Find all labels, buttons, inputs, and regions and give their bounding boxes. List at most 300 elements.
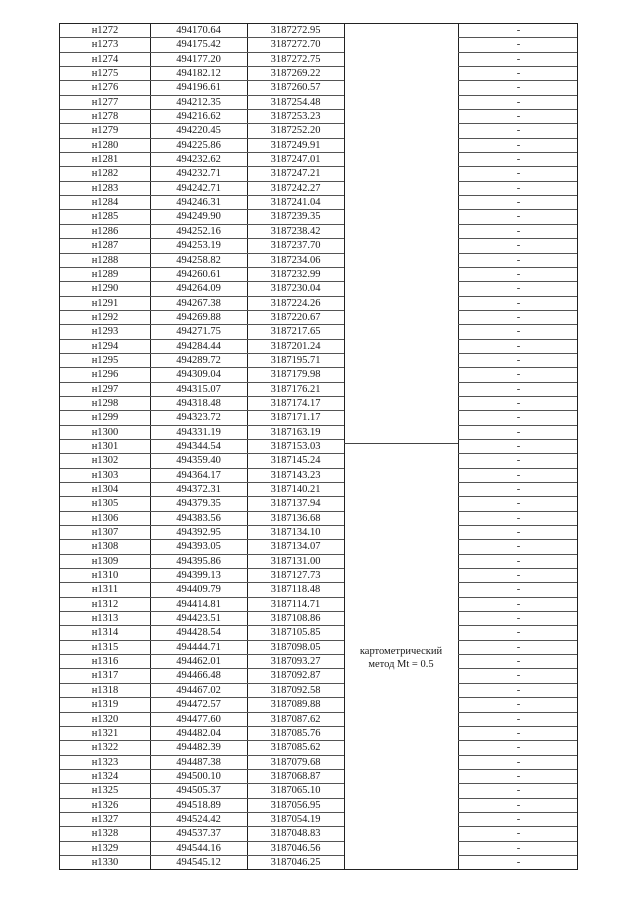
x-coordinate-cell: 494269.88: [176, 311, 221, 323]
x-coordinate-cell: 494246.31: [176, 197, 221, 209]
y-coordinate-cell: 3187174.17: [270, 397, 321, 409]
x-coordinate-cell: 494175.42: [176, 39, 221, 51]
y-coordinate-cell: 3187046.25: [270, 856, 321, 868]
point-name-cell: н1320: [91, 713, 119, 725]
y-coordinate-cell: 3187056.95: [270, 799, 321, 811]
y-coordinate-cell: 3187054.19: [270, 813, 321, 825]
value-cell: -: [516, 842, 521, 854]
point-name-cell: н1328: [91, 828, 119, 840]
value-cell: -: [516, 326, 521, 338]
x-coordinate-cell: 494500.10: [176, 770, 221, 782]
value-cell: -: [516, 598, 521, 610]
y-coordinate-cell: 3187137.94: [270, 498, 321, 510]
table-row: [60, 713, 577, 727]
point-name-cell: н1287: [91, 240, 119, 252]
table-row: [60, 684, 577, 698]
table-row: [60, 368, 577, 382]
point-name-cell: н1306: [91, 512, 119, 524]
table-row: [60, 124, 577, 138]
y-coordinate-cell: 3187131.00: [270, 555, 321, 567]
table-row: [60, 354, 577, 368]
x-coordinate-cell: 494392.95: [176, 527, 221, 539]
y-coordinate-cell: 3187269.22: [270, 68, 321, 80]
point-name-cell: н1292: [91, 311, 119, 323]
value-cell: -: [516, 254, 521, 266]
table-row: [60, 512, 577, 526]
y-coordinate-cell: 3187249.91: [270, 139, 321, 151]
table-row: [60, 67, 577, 81]
value-cell: -: [516, 154, 521, 166]
point-name-cell: н1280: [91, 139, 119, 151]
table-row: [60, 96, 577, 110]
point-name-cell: н1309: [91, 555, 119, 567]
point-name-cell: н1285: [91, 211, 119, 223]
value-cell: -: [516, 397, 521, 409]
table-row: [60, 340, 577, 354]
point-name-cell: н1299: [91, 412, 119, 424]
value-cell: -: [516, 484, 521, 495]
point-name-cell: н1326: [91, 799, 119, 811]
value-cell: -: [516, 96, 521, 108]
y-coordinate-cell: 3187140.21: [270, 484, 321, 495]
x-coordinate-cell: 494267.38: [176, 297, 221, 309]
table-row: [60, 81, 577, 95]
table-row: [60, 24, 577, 38]
table-row: [60, 612, 577, 626]
y-coordinate-cell: 3187237.70: [270, 240, 321, 252]
table-row: [60, 583, 577, 597]
y-coordinate-cell: 3187195.71: [270, 354, 321, 366]
x-coordinate-cell: 494216.62: [176, 111, 221, 123]
point-name-cell: н1290: [91, 283, 119, 295]
point-name-cell: н1300: [91, 426, 119, 438]
value-cell: -: [516, 813, 521, 825]
value-cell: -: [516, 426, 521, 438]
table-row: [60, 626, 577, 640]
table-row: [60, 239, 577, 253]
table-row: [60, 210, 577, 224]
point-name-cell: н1297: [91, 383, 119, 395]
y-coordinate-cell: 3187230.04: [270, 283, 321, 295]
value-cell: -: [516, 111, 521, 123]
y-coordinate-cell: 3187179.98: [270, 369, 321, 381]
x-coordinate-cell: 494518.89: [176, 799, 221, 811]
table-row: [60, 469, 577, 483]
y-coordinate-cell: 3187143.23: [270, 469, 321, 481]
value-cell: -: [516, 139, 521, 151]
table-row: [60, 497, 577, 511]
y-coordinate-cell: 3187247.21: [270, 168, 321, 180]
value-cell: -: [516, 584, 521, 596]
y-coordinate-cell: 3187234.06: [270, 254, 321, 266]
table-row: [60, 784, 577, 798]
y-coordinate-cell: 3187272.75: [270, 53, 321, 65]
value-cell: -: [516, 340, 521, 352]
y-coordinate-cell: 3187254.48: [270, 96, 321, 108]
point-name-cell: н1325: [91, 785, 119, 797]
x-coordinate-cell: 494537.37: [176, 828, 221, 840]
method-line-2: метод Mt = 0.5: [368, 659, 434, 670]
x-coordinate-cell: 494212.35: [176, 96, 221, 108]
value-cell: -: [516, 168, 521, 180]
point-name-cell: н1312: [91, 598, 119, 610]
x-coordinate-cell: 494177.20: [176, 53, 221, 65]
x-coordinate-cell: 494253.19: [176, 240, 221, 252]
y-coordinate-cell: 3187046.56: [270, 842, 321, 854]
value-cell: -: [516, 39, 521, 51]
y-coordinate-cell: 3187260.57: [270, 82, 321, 94]
point-name-cell: н1291: [91, 297, 119, 309]
y-coordinate-cell: 3187171.17: [270, 412, 321, 424]
value-cell: -: [516, 727, 521, 739]
x-coordinate-cell: 494423.51: [176, 613, 221, 625]
table-row: [60, 282, 577, 296]
value-cell: -: [516, 785, 521, 797]
x-coordinate-cell: 494318.48: [176, 397, 221, 409]
point-name-cell: н1295: [91, 354, 119, 366]
x-coordinate-cell: 494359.40: [176, 455, 221, 467]
table-row: [60, 641, 577, 655]
table-row: [60, 856, 577, 870]
table-row: [60, 569, 577, 583]
table-row: [60, 799, 577, 813]
point-name-cell: н1324: [91, 770, 119, 782]
x-coordinate-cell: 494472.57: [176, 699, 221, 711]
value-cell: -: [516, 828, 521, 840]
y-coordinate-cell: 3187085.76: [270, 727, 321, 739]
value-cell: -: [516, 240, 521, 252]
point-name-cell: н1316: [91, 656, 119, 668]
y-coordinate-cell: 3187217.65: [270, 326, 321, 338]
y-coordinate-cell: 3187085.62: [270, 742, 321, 754]
value-cell: -: [516, 25, 521, 36]
y-coordinate-cell: 3187153.03: [270, 440, 321, 452]
y-coordinate-cell: 3187048.83: [270, 828, 321, 840]
point-name-cell: н1305: [91, 498, 119, 510]
method-line-1: картометрический: [359, 646, 443, 657]
y-coordinate-cell: 3187242.27: [270, 182, 321, 194]
point-name-cell: н1284: [91, 197, 119, 209]
point-name-cell: н1321: [91, 727, 119, 739]
x-coordinate-cell: 494393.05: [176, 541, 221, 553]
y-coordinate-cell: 3187145.24: [270, 455, 321, 467]
point-name-cell: н1289: [91, 268, 119, 280]
x-coordinate-cell: 494482.04: [176, 727, 221, 739]
point-name-cell: н1281: [91, 154, 119, 166]
table-body: [60, 24, 577, 870]
value-cell: -: [516, 699, 521, 711]
table-row: [60, 411, 577, 425]
y-coordinate-cell: 3187065.10: [270, 785, 321, 797]
point-name-cell: н1302: [91, 455, 119, 467]
table-row: [60, 741, 577, 755]
point-name-cell: н1283: [91, 182, 119, 194]
table-row: [60, 727, 577, 741]
value-cell: -: [516, 555, 521, 567]
table-row: [60, 555, 577, 569]
x-coordinate-cell: 494232.62: [176, 154, 221, 166]
table-row: [60, 268, 577, 282]
value-cell: -: [516, 799, 521, 811]
x-coordinate-cell: 494220.45: [176, 125, 221, 137]
point-name-cell: н1310: [91, 570, 119, 582]
table-row: [60, 440, 577, 454]
table-row: [60, 297, 577, 311]
value-cell: -: [516, 713, 521, 725]
value-cell: -: [516, 512, 521, 524]
x-coordinate-cell: 494232.71: [176, 168, 221, 180]
y-coordinate-cell: 3187252.20: [270, 125, 321, 137]
point-name-cell: н1279: [91, 125, 119, 137]
value-cell: -: [516, 297, 521, 309]
point-name-cell: н1303: [91, 469, 119, 481]
y-coordinate-cell: 3187089.88: [270, 699, 321, 711]
x-coordinate-cell: 494364.17: [176, 469, 221, 481]
y-coordinate-cell: 3187079.68: [270, 756, 321, 768]
x-coordinate-cell: 494284.44: [176, 340, 221, 352]
value-cell: -: [516, 383, 521, 395]
y-coordinate-cell: 3187247.01: [270, 154, 321, 166]
value-cell: -: [516, 125, 521, 137]
point-name-cell: н1323: [91, 756, 119, 768]
x-coordinate-cell: 494379.35: [176, 498, 221, 510]
value-cell: -: [516, 68, 521, 80]
x-coordinate-cell: 494395.86: [176, 555, 221, 567]
x-coordinate-cell: 494315.07: [176, 383, 221, 395]
x-coordinate-cell: 494225.86: [176, 139, 221, 151]
x-coordinate-cell: 494544.16: [176, 842, 221, 854]
table-row: [60, 325, 577, 339]
table-row: [60, 669, 577, 683]
y-coordinate-cell: 3187093.27: [270, 656, 321, 668]
value-cell: -: [516, 354, 521, 366]
y-coordinate-cell: 3187176.21: [270, 383, 321, 395]
point-name-cell: н1322: [91, 742, 119, 754]
y-coordinate-cell: 3187114.71: [270, 598, 321, 610]
x-coordinate-cell: 494477.60: [176, 713, 221, 725]
x-coordinate-cell: 494260.61: [176, 268, 221, 280]
value-cell: -: [516, 742, 521, 754]
point-name-cell: н1288: [91, 254, 119, 266]
y-coordinate-cell: 3187272.70: [270, 39, 321, 51]
point-name-cell: н1317: [91, 670, 119, 682]
value-cell: -: [516, 82, 521, 94]
y-coordinate-cell: 3187232.99: [270, 268, 321, 280]
point-name-cell: н1314: [91, 627, 119, 639]
x-coordinate-cell: 494462.01: [176, 656, 221, 668]
table-row: [60, 526, 577, 540]
table-row: [60, 756, 577, 770]
table-row: [60, 827, 577, 841]
value-cell: -: [516, 211, 521, 223]
y-coordinate-cell: 3187241.04: [270, 197, 321, 209]
x-coordinate-cell: 494170.64: [176, 25, 221, 36]
table-row: [60, 483, 577, 497]
y-coordinate-cell: 3187105.85: [270, 627, 321, 639]
table-row: [60, 167, 577, 181]
value-cell: -: [516, 283, 521, 295]
y-coordinate-cell: 3187092.58: [270, 684, 321, 696]
y-coordinate-cell: 3187220.67: [270, 311, 321, 323]
table-row: [60, 842, 577, 856]
value-cell: -: [516, 856, 521, 868]
table-row: [60, 598, 577, 612]
value-cell: -: [516, 455, 521, 467]
y-coordinate-cell: 3187108.86: [270, 613, 321, 625]
x-coordinate-cell: 494242.71: [176, 182, 221, 194]
value-cell: -: [516, 369, 521, 381]
x-coordinate-cell: 494182.12: [176, 68, 221, 80]
point-name-cell: н1315: [91, 641, 119, 653]
value-cell: -: [516, 541, 521, 553]
x-coordinate-cell: 494249.90: [176, 211, 221, 223]
point-name-cell: н1293: [91, 326, 119, 338]
point-name-cell: н1276: [91, 82, 119, 94]
point-name-cell: н1308: [91, 541, 119, 553]
y-coordinate-cell: 3187068.87: [270, 770, 321, 782]
x-coordinate-cell: 494428.54: [176, 627, 221, 639]
point-name-cell: н1330: [91, 856, 119, 868]
table-row: [60, 254, 577, 268]
point-name-cell: н1286: [91, 225, 119, 237]
point-name-cell: н1296: [91, 369, 119, 381]
point-name-cell: н1274: [91, 53, 119, 65]
value-cell: -: [516, 613, 521, 625]
point-name-cell: н1319: [91, 699, 119, 711]
x-coordinate-cell: 494487.38: [176, 756, 221, 768]
value-cell: -: [516, 498, 521, 510]
table-row: [60, 196, 577, 210]
point-name-cell: н1282: [91, 168, 119, 180]
y-coordinate-cell: 3187163.19: [270, 426, 321, 438]
x-coordinate-cell: 494309.04: [176, 369, 221, 381]
table-row: [60, 770, 577, 784]
table-row: [60, 225, 577, 239]
value-cell: -: [516, 311, 521, 323]
x-coordinate-cell: 494467.02: [176, 684, 221, 696]
value-cell: -: [516, 225, 521, 237]
point-name-cell: н1318: [91, 684, 119, 696]
value-cell: -: [516, 440, 521, 452]
table-row: [60, 426, 577, 440]
table-row: [60, 540, 577, 554]
x-coordinate-cell: 494271.75: [176, 326, 221, 338]
point-name-cell: н1329: [91, 842, 119, 854]
point-name-cell: н1307: [91, 527, 119, 539]
x-coordinate-cell: 494545.12: [176, 856, 221, 868]
x-coordinate-cell: 494331.19: [176, 426, 221, 438]
table-row: [60, 813, 577, 827]
point-name-cell: н1272: [91, 25, 119, 36]
value-cell: -: [516, 656, 521, 668]
point-name-cell: н1277: [91, 96, 119, 108]
value-cell: -: [516, 670, 521, 682]
x-coordinate-cell: 494289.72: [176, 354, 221, 366]
value-cell: -: [516, 756, 521, 768]
x-coordinate-cell: 494252.16: [176, 225, 221, 237]
y-coordinate-cell: 3187118.48: [270, 584, 321, 596]
x-coordinate-cell: 494482.39: [176, 742, 221, 754]
x-coordinate-cell: 494258.82: [176, 254, 221, 266]
y-coordinate-cell: 3187127.73: [270, 570, 321, 582]
x-coordinate-cell: 494466.48: [176, 670, 221, 682]
x-coordinate-cell: 494196.61: [176, 82, 221, 94]
y-coordinate-cell: 3187098.05: [270, 641, 321, 653]
point-name-cell: н1304: [91, 484, 119, 495]
y-coordinate-cell: 3187092.87: [270, 670, 321, 682]
value-cell: -: [516, 268, 521, 280]
table-row: [60, 311, 577, 325]
table-row: [60, 53, 577, 67]
x-coordinate-cell: 494524.42: [176, 813, 221, 825]
x-coordinate-cell: 494505.37: [176, 785, 221, 797]
y-coordinate-cell: 3187134.10: [270, 527, 321, 539]
table-row: [60, 698, 577, 712]
y-coordinate-cell: 3187253.23: [270, 111, 321, 123]
method-cell-divider: [344, 443, 458, 444]
table-row: [60, 655, 577, 669]
table-row: [60, 139, 577, 153]
y-coordinate-cell: 3187087.62: [270, 713, 321, 725]
coordinates-table: [59, 23, 578, 870]
x-coordinate-cell: 494372.31: [176, 484, 221, 495]
point-name-cell: н1327: [91, 813, 119, 825]
table-row: [60, 454, 577, 468]
x-coordinate-cell: 494264.09: [176, 283, 221, 295]
y-coordinate-cell: 3187239.35: [270, 211, 321, 223]
y-coordinate-cell: 3187238.42: [270, 225, 321, 237]
value-cell: -: [516, 197, 521, 209]
y-coordinate-cell: 3187224.26: [270, 297, 321, 309]
point-name-cell: н1278: [91, 111, 119, 123]
value-cell: -: [516, 684, 521, 696]
point-name-cell: н1298: [91, 397, 119, 409]
value-cell: -: [516, 641, 521, 653]
point-name-cell: н1313: [91, 613, 119, 625]
x-coordinate-cell: 494444.71: [176, 641, 221, 653]
y-coordinate-cell: 3187136.68: [270, 512, 321, 524]
x-coordinate-cell: 494344.54: [176, 440, 221, 452]
y-coordinate-cell: 3187272.95: [270, 25, 321, 36]
value-cell: -: [516, 469, 521, 481]
table-row: [60, 383, 577, 397]
x-coordinate-cell: 494323.72: [176, 412, 221, 424]
x-coordinate-cell: 494414.81: [176, 598, 221, 610]
point-name-cell: н1301: [91, 440, 119, 452]
method-cell: [344, 645, 458, 671]
point-name-cell: н1273: [91, 39, 119, 51]
point-name-cell: н1311: [91, 584, 119, 596]
y-coordinate-cell: 3187201.24: [270, 340, 321, 352]
value-cell: -: [516, 570, 521, 582]
value-cell: -: [516, 412, 521, 424]
table-row: [60, 153, 577, 167]
table-row: [60, 110, 577, 124]
x-coordinate-cell: 494399.13: [176, 570, 221, 582]
value-cell: -: [516, 770, 521, 782]
x-coordinate-cell: 494383.56: [176, 512, 221, 524]
x-coordinate-cell: 494409.79: [176, 584, 221, 596]
value-cell: -: [516, 53, 521, 65]
value-cell: -: [516, 527, 521, 539]
table-row: [60, 397, 577, 411]
point-name-cell: н1275: [91, 68, 119, 80]
y-coordinate-cell: 3187134.07: [270, 541, 321, 553]
point-name-cell: н1294: [91, 340, 119, 352]
table-row: [60, 38, 577, 52]
table-row: [60, 182, 577, 196]
value-cell: -: [516, 627, 521, 639]
